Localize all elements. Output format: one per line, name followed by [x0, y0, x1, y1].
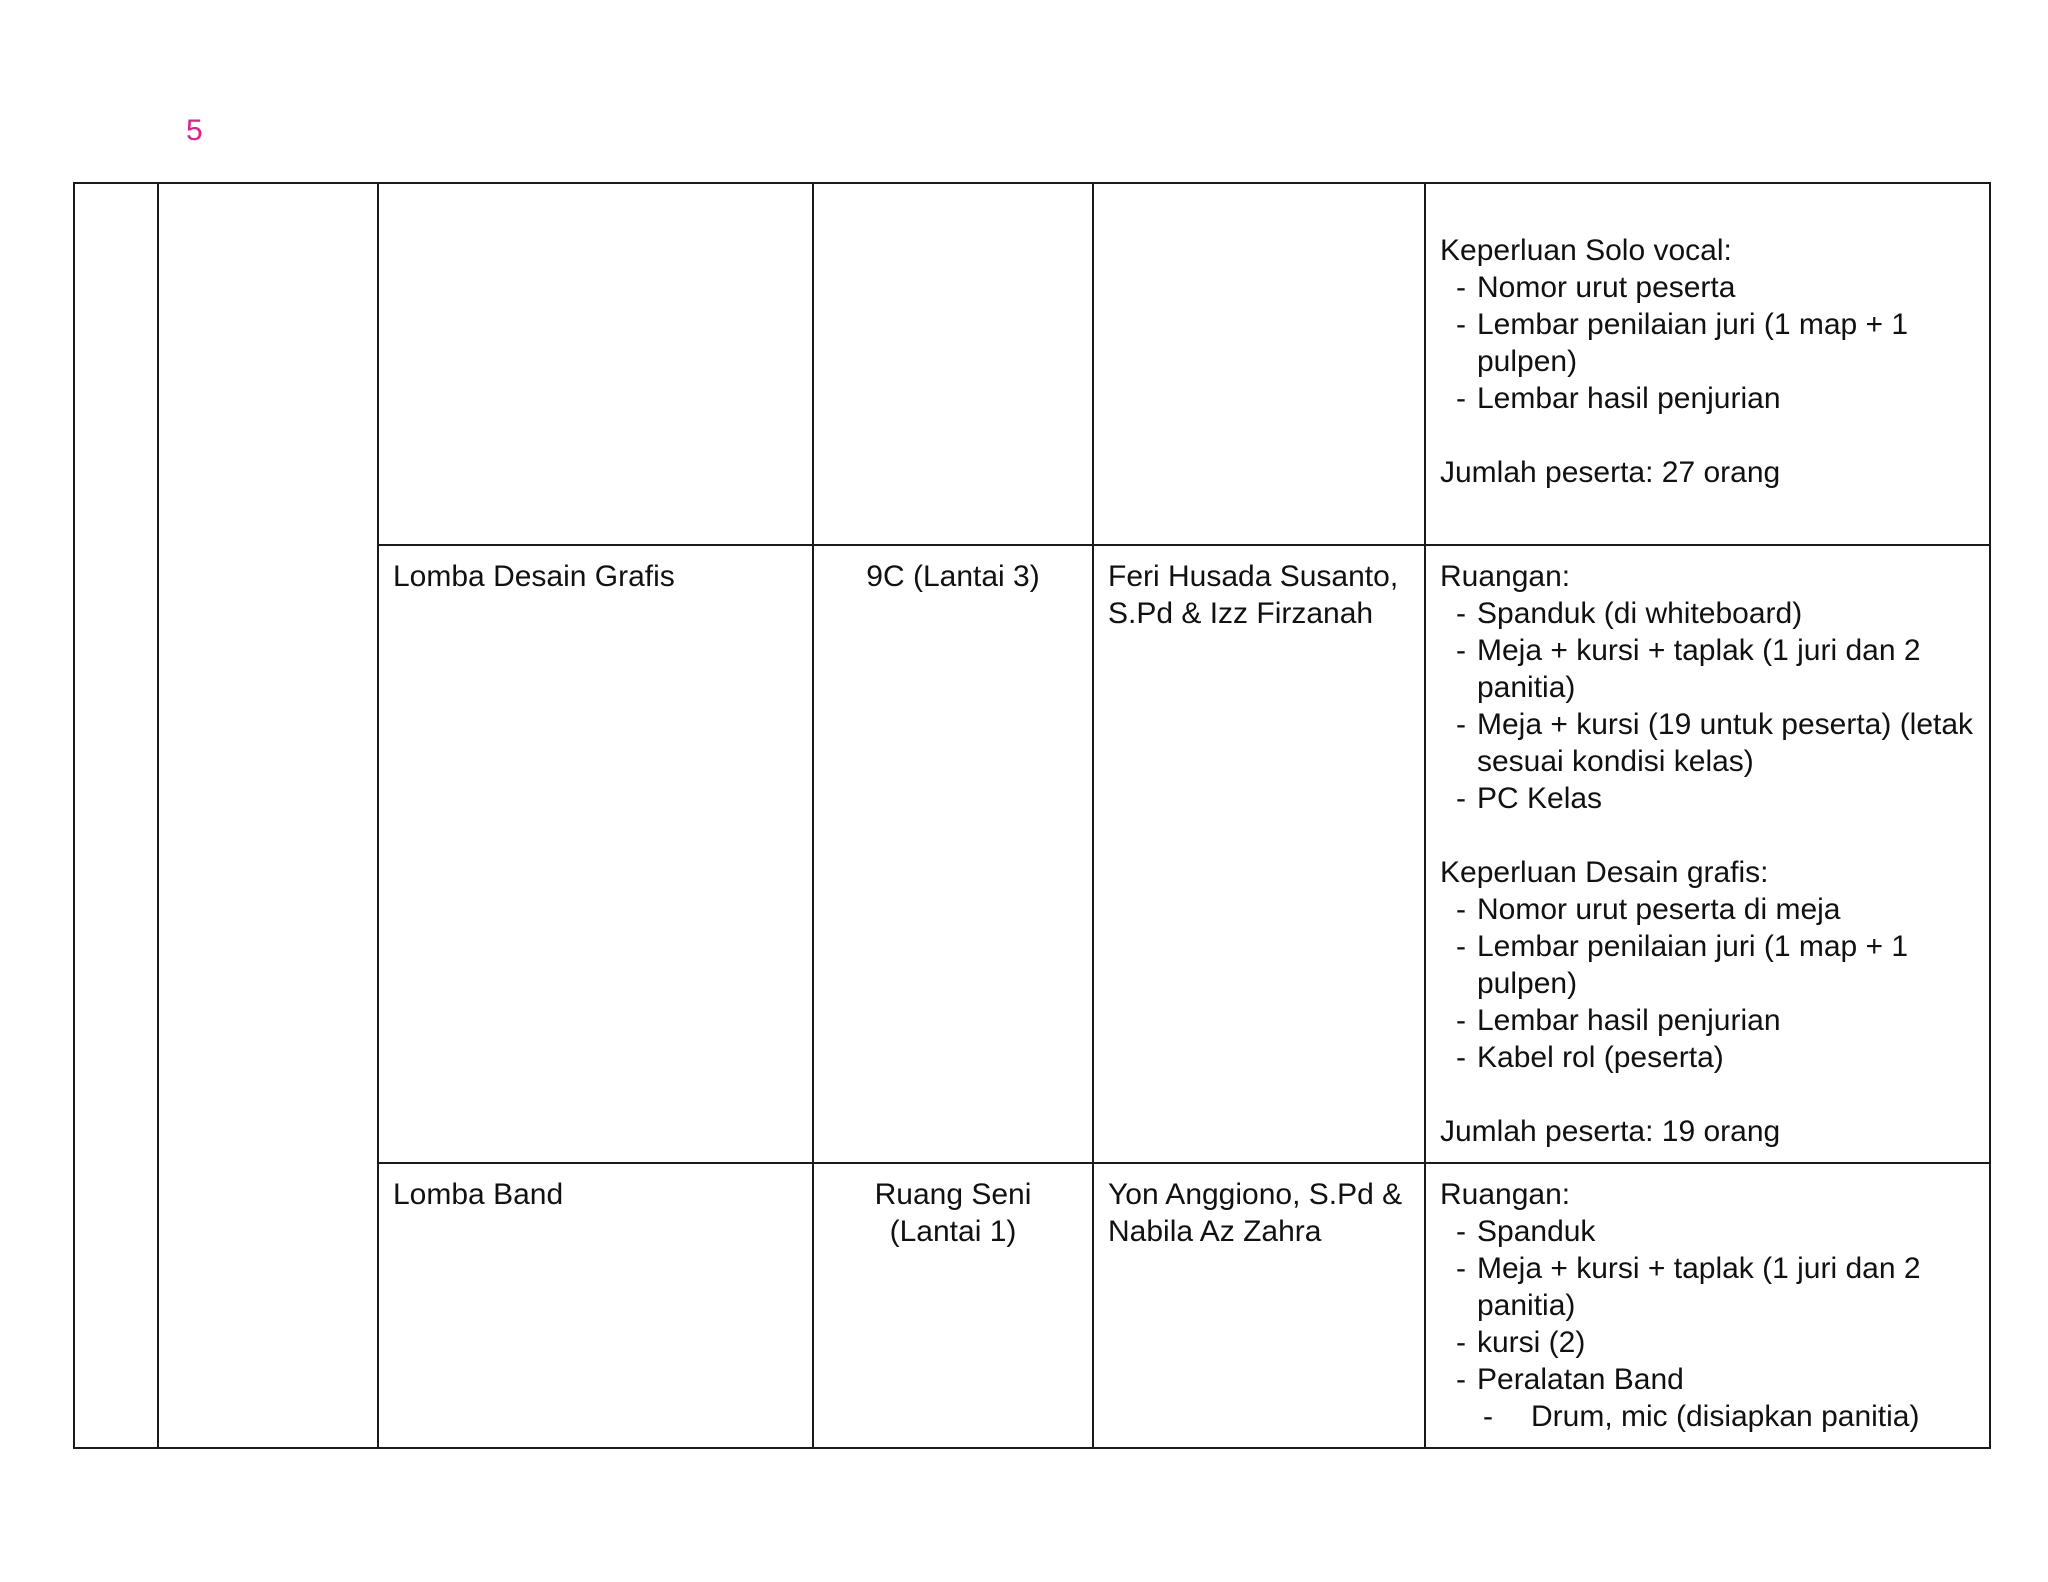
competition-cell [378, 183, 813, 545]
location-cell: Ruang Seni (Lantai 1) [813, 1163, 1093, 1448]
location-cell: 9C (Lantai 3) [813, 545, 1093, 1163]
section-heading: Ruangan: [1440, 1178, 1571, 1211]
section-heading: Ruangan: [1440, 560, 1571, 593]
list-item: - Lembar penilaian juri (1 map + 1 pulpen) [1440, 306, 1975, 380]
list-item: - Kabel rol (peserta) [1440, 1039, 1975, 1076]
list-item: - Lembar hasil penjurian [1440, 1002, 1975, 1039]
table-row [74, 183, 1990, 545]
requirements-list [1440, 891, 1975, 1076]
list-item: - PC Kelas [1440, 780, 1975, 817]
list-item: - Nomor urut peserta di meja [1440, 891, 1975, 928]
participant-count: Jumlah peserta: 27 orang [1440, 456, 1781, 489]
requirements-cell [1425, 1163, 1990, 1448]
requirements-list [1440, 269, 1975, 417]
list-item: - Meja + kursi + taplak (1 juri dan 2 panitia) [1440, 632, 1975, 706]
list-item: - Spanduk [1440, 1213, 1975, 1250]
list-item: - Meja + kursi (19 untuk peserta) (letak sesuai kondisi kelas) [1440, 706, 1975, 780]
participant-count: Jumlah peserta: 19 orang [1440, 1115, 1781, 1148]
list-subitem: - Drum, mic (disiapkan panitia) [1440, 1398, 1975, 1435]
competition-cell: Lomba Desain Grafis [378, 545, 813, 1163]
page-number: 5 [186, 114, 203, 147]
location-cell [813, 183, 1093, 545]
number-cell [74, 183, 158, 1448]
category-cell [158, 183, 378, 1448]
event-table [73, 182, 1991, 1449]
list-item: - Spanduk (di whiteboard) [1440, 595, 1975, 632]
list-item: - Nomor urut peserta [1440, 269, 1975, 306]
list-item: - Peralatan Band [1440, 1361, 1975, 1398]
pic-cell: Yon Anggiono, S.Pd & Nabila Az Zahra [1093, 1163, 1425, 1448]
pic-cell: Feri Husada Susanto, S.Pd & Izz Firzanah [1093, 545, 1425, 1163]
requirements-list [1440, 1213, 1975, 1435]
list-item: - Meja + kursi + taplak (1 juri dan 2 panitia) [1440, 1250, 1975, 1324]
requirements-list [1440, 595, 1975, 817]
competition-cell: Lomba Band [378, 1163, 813, 1448]
pic-cell [1093, 183, 1425, 545]
list-item: - Lembar penilaian juri (1 map + 1 pulpen) [1440, 928, 1975, 1002]
requirements-cell [1425, 545, 1990, 1163]
section-heading: Keperluan Desain grafis: [1440, 856, 1769, 889]
list-item: - kursi (2) [1440, 1324, 1975, 1361]
section-heading: Keperluan Solo vocal: [1440, 234, 1732, 267]
requirements-cell [1425, 183, 1990, 545]
list-item: - Lembar hasil penjurian [1440, 380, 1975, 417]
